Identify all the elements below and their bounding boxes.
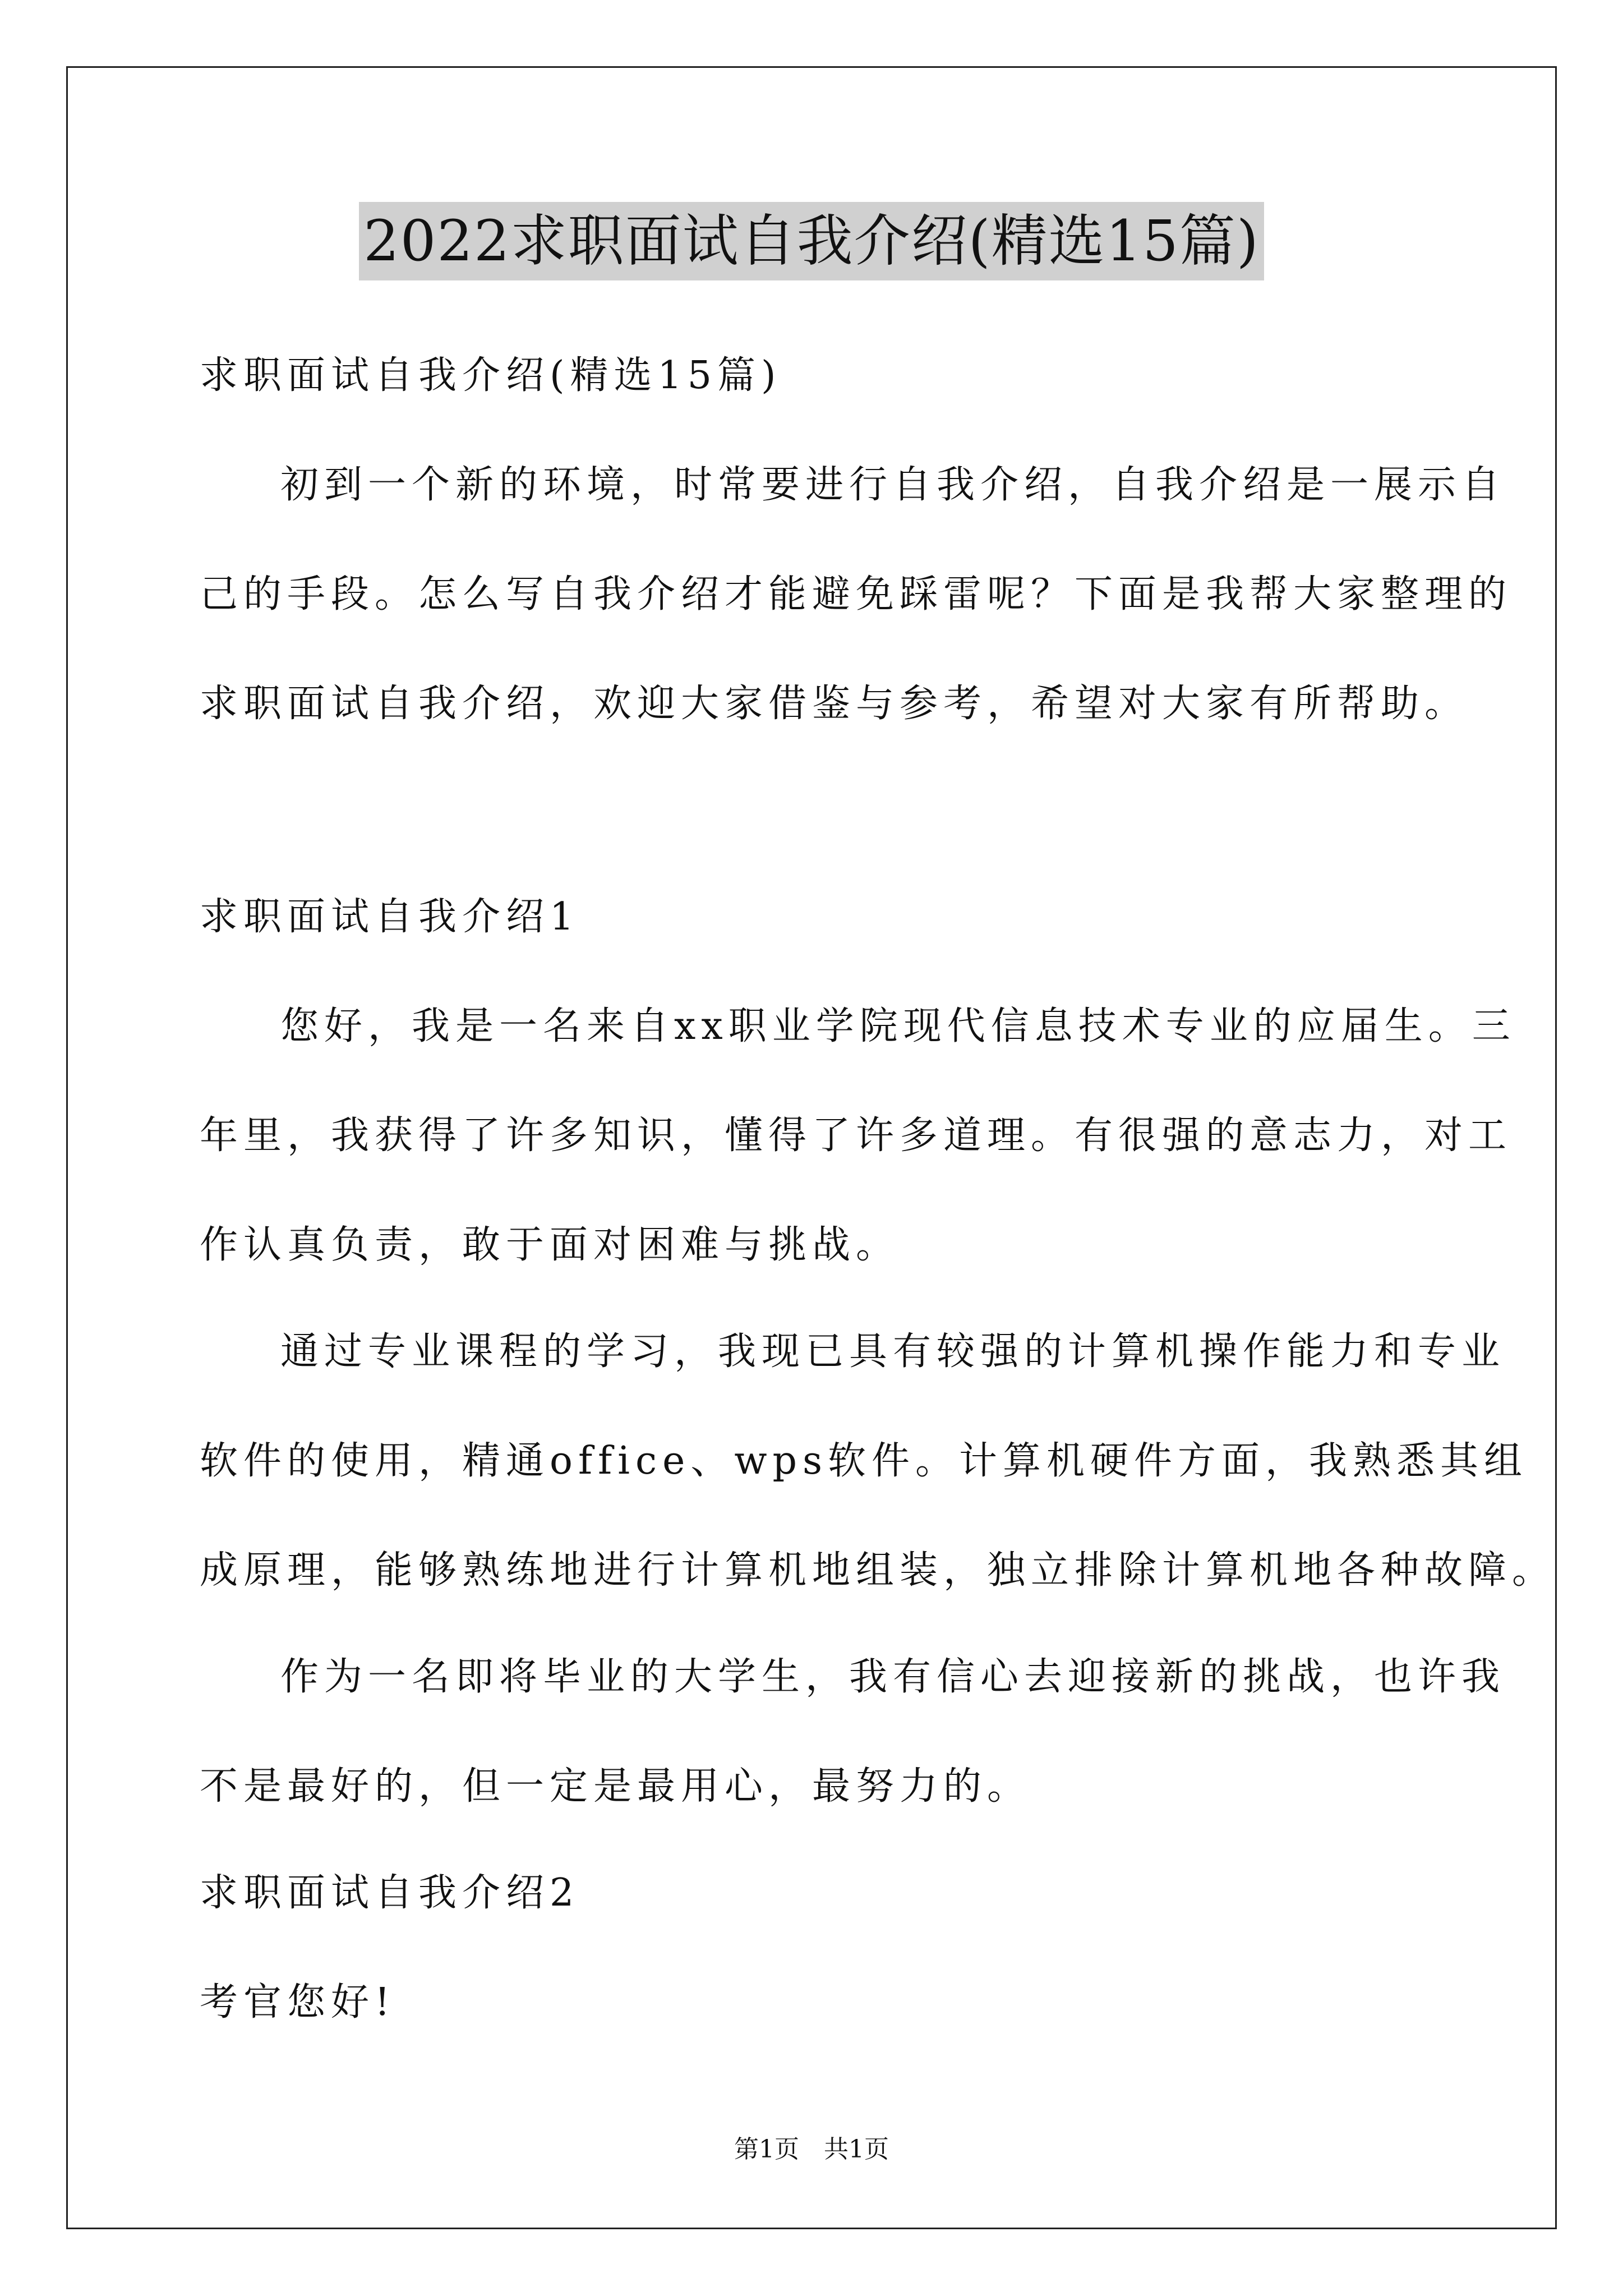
body-paragraph-line: 年里，我获得了许多知识，懂得了许多道理。有很强的意志力，对工 <box>200 1114 1513 1158</box>
body-paragraph-line: 作认真负责，敢于面对困难与挑战。 <box>200 1223 900 1267</box>
section-heading: 求职面试自我介绍1 <box>200 895 580 939</box>
body-paragraph-line: 软件的使用，精通office、wps软件。计算机硬件方面，我熟悉其组 <box>200 1439 1528 1483</box>
section-heading: 求职面试自我介绍2 <box>200 1871 580 1915</box>
intro-paragraph-line: 己的手段。怎么写自我介绍才能避免踩雷呢？下面是我帮大家整理的 <box>200 572 1513 616</box>
document-title: 2022求职面试自我介绍(精选15篇) <box>359 202 1264 280</box>
intro-paragraph-line: 初到一个新的环境，时常要进行自我介绍，自我介绍是一展示自 <box>280 463 1506 507</box>
document-title-block <box>0 202 1623 280</box>
body-paragraph-line: 作为一名即将毕业的大学生，我有信心去迎接新的挑战，也许我 <box>280 1655 1506 1699</box>
subtitle-line: 求职面试自我介绍(精选15篇) <box>200 353 782 398</box>
body-paragraph-line: 考官您好! <box>200 1980 396 2024</box>
body-paragraph-line: 不是最好的，但一定是最用心，最努力的。 <box>200 1764 1031 1809</box>
page-footer: 第1页 共1页 <box>734 2135 889 2164</box>
body-paragraph-line: 成原理，能够熟练地进行计算机地组装，独立排除计算机地各种故障。 <box>200 1548 1556 1593</box>
intro-paragraph-line: 求职面试自我介绍，欢迎大家借鉴与参考，希望对大家有所帮助。 <box>200 682 1469 726</box>
body-paragraph-line: 通过专业课程的学习，我现已具有较强的计算机操作能力和专业 <box>280 1329 1506 1374</box>
body-paragraph-line: 您好，我是一名来自xx职业学院现代信息技术专业的应届生。三 <box>280 1004 1516 1048</box>
